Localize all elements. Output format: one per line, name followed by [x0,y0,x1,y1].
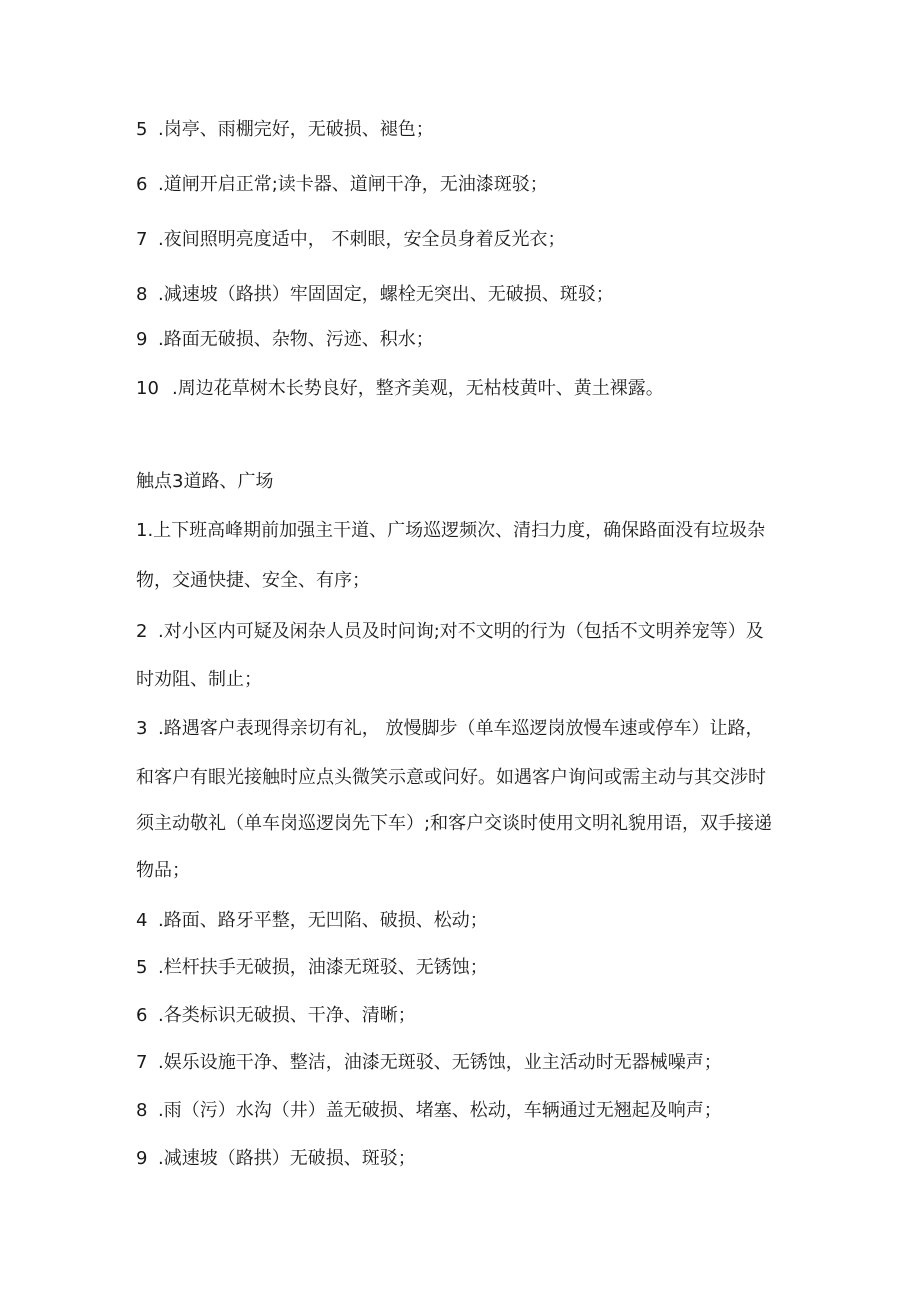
paragraph-line: 物品； [136,860,190,881]
list-item [136,620,764,644]
item-number: 4 [136,910,148,931]
list-item [136,717,763,741]
item-text: .夜间照明亮度适中， 不刺眼，安全员身着反光衣； [158,229,566,250]
paragraph-line: 时劝阻、制止； [136,669,262,690]
item-number: 9 [136,329,148,350]
item-number: 10 [136,378,159,399]
item-text: .路遇客户表现得亲切有礼， 放慢脚步（单车巡逻岗放慢车速或停车）让路， [158,718,764,739]
list-item [136,956,488,980]
paragraph-line: 和客户有眼光接触时应点头微笑示意或问好。如遇客户询问或需主动与其交涉时 [136,767,766,788]
list-item [136,228,565,252]
paragraph-line: 物，交通快捷、安全、有序； [136,570,370,591]
item-text: .各类标识无破损、干净、清晰； [158,1005,416,1026]
paragraph-line: 须主动敬礼（单车岗巡逻岗先下车）;和客户交谈时使用文明礼貌用语，双手接递 [136,813,773,834]
item-number: 5 [136,957,148,978]
list-item [136,909,488,933]
list-item [136,283,614,307]
item-number: 7 [136,1052,148,1073]
item-text: .减速坡（路拱）无破损、斑驳； [158,1148,416,1169]
item-text: .周边花草树木长势良好，整齐美观，无枯枝黄叶、黄土裸露。 [172,378,664,399]
item-number: 3 [136,718,148,739]
item-number: 2 [136,621,148,642]
item-number: 8 [136,284,148,305]
item-text: .道闸开启正常;读卡器、道闸干净，无油漆斑驳； [158,174,548,195]
list-item [136,1099,722,1123]
item-text: .对小区内可疑及闲杂人员及时问询;对不文明的行为（包括不文明养宠等）及 [158,621,764,642]
item-number: 6 [136,1005,148,1026]
paragraph-line: 1.上下班高峰期前加强主干道、广场巡逻频次、清扫力度，确保路面没有垃圾杂 [136,520,766,541]
section-heading: 触点3道路、广场 [136,471,274,492]
item-number: 7 [136,229,148,250]
item-text: .娱乐设施干净、整洁，油漆无斑驳、无锈蚀，业主活动时无器械噪声； [158,1052,722,1073]
list-item [136,377,664,401]
item-number: 9 [136,1148,148,1169]
item-text: .路面、路牙平整，无凹陷、破损、松动； [158,910,488,931]
list-item [136,173,548,197]
item-number: 8 [136,1100,148,1121]
list-item [136,1004,416,1028]
item-text: .栏杆扶手无破损，油漆无斑驳、无锈蚀； [158,957,488,978]
list-item [136,1051,722,1075]
list-item [136,328,434,352]
item-number: 5 [136,119,148,140]
list-item [136,118,434,142]
item-text: .雨（污）水沟（井）盖无破损、堵塞、松动，车辆通过无翘起及响声； [158,1100,722,1121]
item-number: 6 [136,174,148,195]
item-text: .岗亭、雨棚完好，无破损、褪色； [158,119,434,140]
item-text: .路面无破损、杂物、污迹、积水； [158,329,434,350]
list-item [136,1147,416,1171]
item-text: .减速坡（路拱）牢固固定，螺栓无突出、无破损、斑驳； [158,284,614,305]
